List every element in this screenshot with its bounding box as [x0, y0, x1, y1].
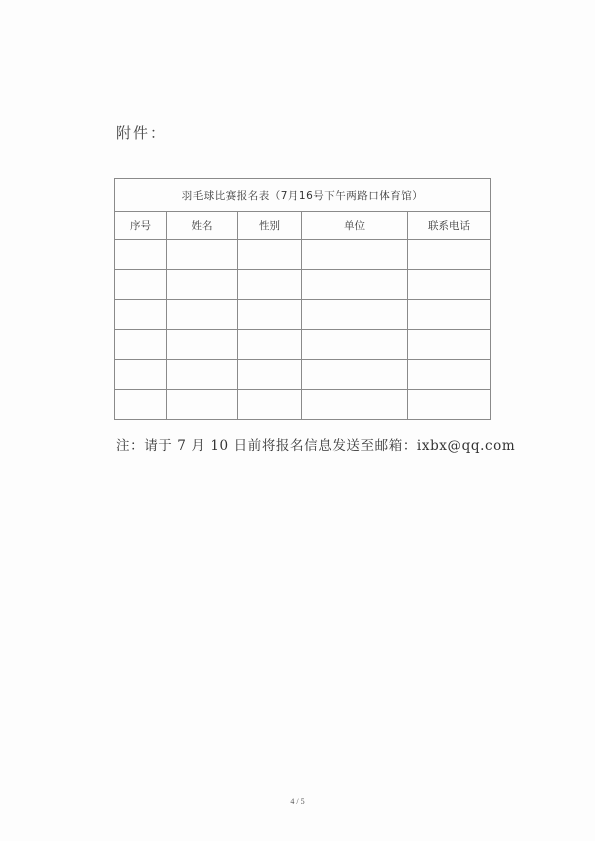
table-row — [115, 240, 491, 270]
table-cell[interactable] — [167, 330, 238, 360]
table-cell[interactable] — [302, 330, 408, 360]
header-serial-number: 序号 — [115, 212, 167, 240]
table-cell[interactable] — [238, 330, 302, 360]
table-row — [115, 390, 491, 420]
header-gender: 性别 — [238, 212, 302, 240]
table-cell[interactable] — [238, 390, 302, 420]
table-cell[interactable] — [302, 300, 408, 330]
table-cell[interactable] — [238, 270, 302, 300]
attachment-label: 附件： — [116, 124, 168, 142]
table-cell[interactable] — [302, 390, 408, 420]
header-organization: 单位 — [302, 212, 408, 240]
header-name: 姓名 — [167, 212, 238, 240]
table-row — [115, 360, 491, 390]
table-cell[interactable] — [238, 300, 302, 330]
table-title: 羽毛球比赛报名表（7月16号下午两路口体育馆） — [115, 179, 491, 212]
table-cell[interactable] — [167, 360, 238, 390]
table-cell[interactable] — [115, 240, 167, 270]
page-number: 4 / 5 — [290, 797, 305, 806]
table-cell[interactable] — [302, 270, 408, 300]
table-cell[interactable] — [167, 240, 238, 270]
table-row — [115, 330, 491, 360]
table-cell[interactable] — [115, 300, 167, 330]
table-cell[interactable] — [115, 390, 167, 420]
table-cell[interactable] — [115, 270, 167, 300]
table-cell[interactable] — [408, 390, 491, 420]
header-phone: 联系电话 — [408, 212, 491, 240]
table-cell[interactable] — [408, 270, 491, 300]
submission-note: 注：请于 7 月 10 日前将报名信息发送至邮箱：ixbx@qq.com — [116, 438, 516, 454]
table-row — [115, 270, 491, 300]
table-cell[interactable] — [302, 240, 408, 270]
table-cell[interactable] — [115, 360, 167, 390]
table-cell[interactable] — [115, 330, 167, 360]
table-cell[interactable] — [302, 360, 408, 390]
table-cell[interactable] — [408, 360, 491, 390]
table-row — [115, 300, 491, 330]
table-cell[interactable] — [408, 330, 491, 360]
table-header-row — [115, 212, 491, 240]
table-cell[interactable] — [167, 270, 238, 300]
table-cell[interactable] — [238, 240, 302, 270]
table-cell[interactable] — [167, 390, 238, 420]
table-cell[interactable] — [167, 300, 238, 330]
table-cell[interactable] — [408, 240, 491, 270]
registration-table — [114, 178, 491, 420]
table-cell[interactable] — [238, 360, 302, 390]
table-title-row — [115, 179, 491, 212]
table-cell[interactable] — [408, 300, 491, 330]
